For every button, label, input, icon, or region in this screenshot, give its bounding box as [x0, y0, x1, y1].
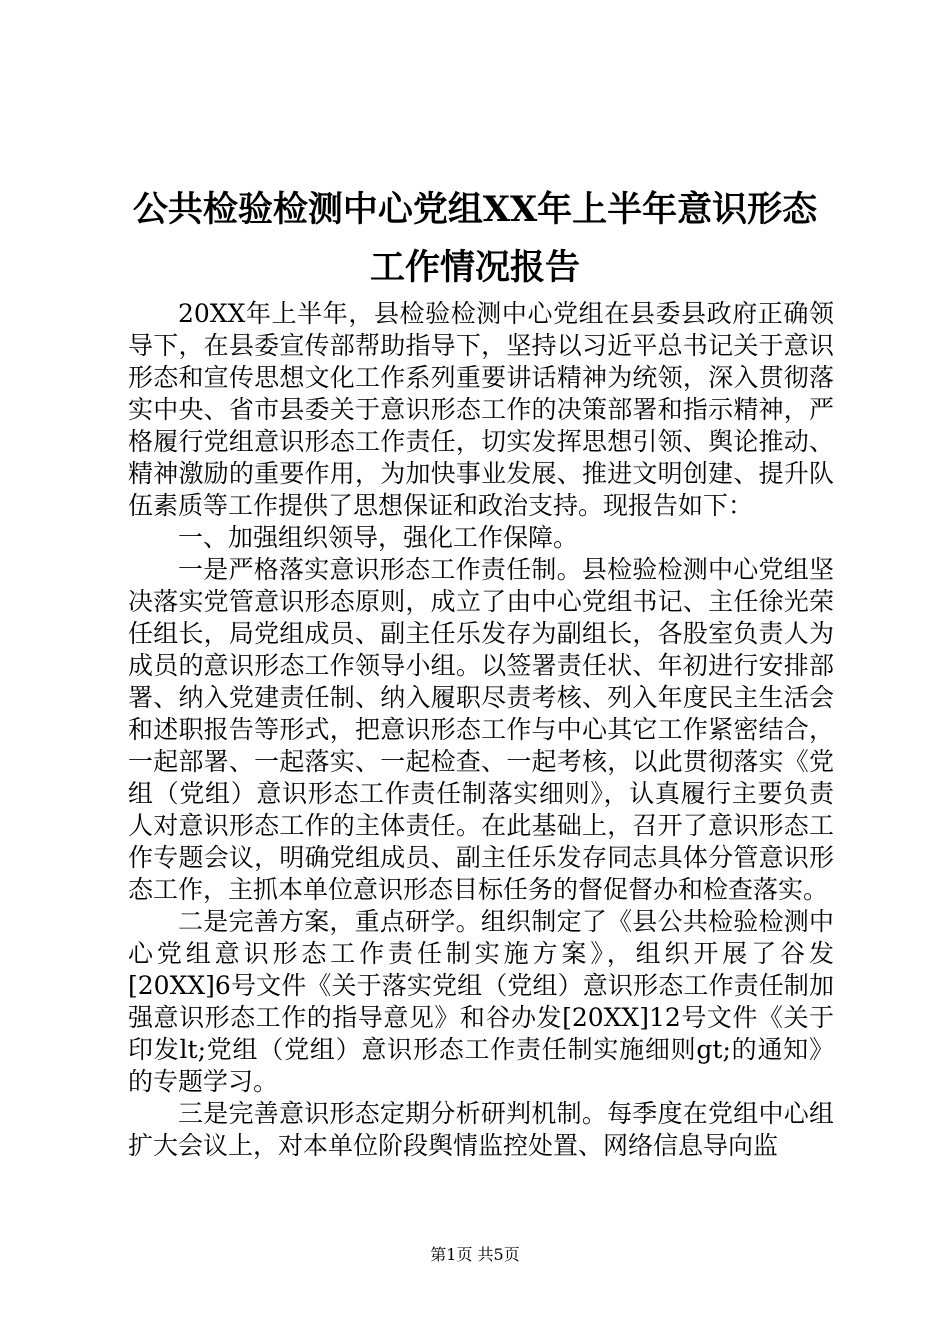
page-footer: 第1页 共5页 [430, 1245, 520, 1264]
document-title-line-1: 公共检验检测中心党组XX年上半年意识形态 [132, 189, 818, 230]
paragraph-plan-study: 二是完善方案，重点研学。组织制定了《县公共检验检测中心党组意识形态工作责任制实施方案》，组织开展了谷发[20XX]6号文件《关于落实党组（党组）意识形态工作责任制加强意识形态工作的指导意见》和谷办发[20XX]12号文件《关于印发lt;党组（党组）意识形态工作责任制实施细则gt;的通知》的专题学习。 [128, 907, 834, 1096]
document-title-line-2: 工作情况报告 [369, 247, 580, 288]
section-heading-1: 一、加强组织领导，强化工作保障。 [178, 523, 579, 552]
paragraph-intro: 20XX年上半年，县检验检测中心党组在县委县政府正确领导下，在县委宣传部帮助指导下，坚持以习近平总书记关于意识形态和宣传思想文化工作系列重要讲话精神为统领，深入贯彻落实中央、省市县委关于意识形态工作的决策部署和指示精神，严格履行党组意识形态工作责任，切实发挥思想引领、舆论推动、精神激励的重要作用，为加快事业发展、推进文明创建、提升队伍素质等工作提供了思想保证和政治支持。现报告如下： [128, 299, 834, 520]
document-body [128, 298, 834, 1162]
paragraph-analysis-mechanism: 三是完善意识形态定期分析研判机制。每季度在党组中心组扩大会议上，对本单位阶段舆情监控处置、网络信息导向监 [128, 1099, 834, 1160]
paragraph-responsibility-system: 一是严格落实意识形态工作责任制。县检验检测中心党组坚决落实党管意识形态原则，成立了由中心党组书记、主任徐光荣任组长，局党组成员、副主任乐发存为副组长，各股室负责人为成员的意识形态工作领导小组。以签署责任状、年初进行安排部署、纳入党建责任制、纳入履职尽责考核、列入年度民主生活会和述职报告等形式，把意识形态工作与中心其它工作紧密结合，一起部署、一起落实、一起检查、一起考核，以此贯彻落实《党组（党组）意识形态工作责任制落实细则》，认真履行主要负责人对意识形态工作的主体责任。在此基础上，召开了意识形态工作专题会议，明确党组成员、副主任乐发存同志具体分管意识形态工作，主抓本单位意识形态目标任务的督促督办和检查落实。 [128, 555, 834, 904]
